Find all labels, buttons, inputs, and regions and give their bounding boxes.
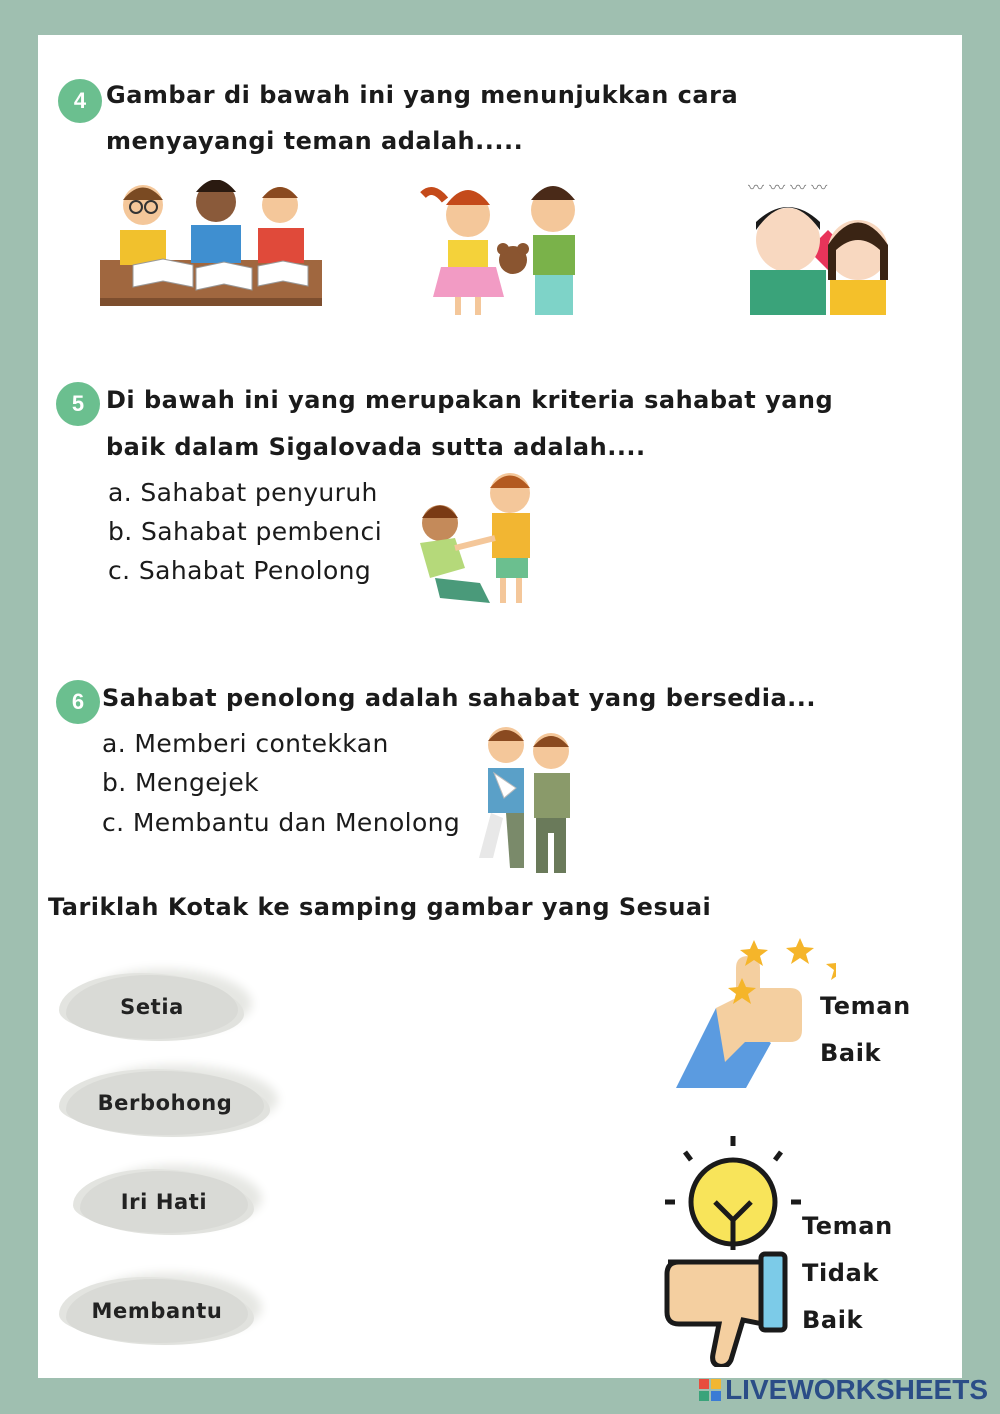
angry-kids-picture[interactable] bbox=[738, 175, 908, 320]
liveworksheets-logo bbox=[699, 1374, 988, 1406]
target-good-line-1[interactable]: Teman bbox=[820, 992, 911, 1020]
question-5-option-a[interactable]: a. Sahabat penyuruh bbox=[108, 478, 378, 507]
question-6-option-a[interactable]: a. Memberi contekkan bbox=[102, 729, 389, 758]
target-bad-line-2[interactable]: Tidak bbox=[802, 1259, 879, 1287]
matching-instruction: Tariklah Kotak ke samping gambar yang Sesuai bbox=[48, 893, 712, 921]
lightbulb-icon bbox=[665, 1136, 801, 1250]
thumbs-down-icon bbox=[653, 1132, 813, 1367]
question-6-line-1: Sahabat penolong adalah sahabat yang bersedia... bbox=[102, 684, 816, 712]
target-good-line-2[interactable]: Baik bbox=[820, 1039, 882, 1067]
friend-supporting-injured-friend-picture bbox=[476, 723, 586, 878]
question-4-number: 4 bbox=[58, 79, 102, 123]
svg-text:〰 〰 〰 〰: 〰 〰 〰 〰 bbox=[748, 178, 828, 197]
question-5-number: 5 bbox=[56, 382, 100, 426]
worksheet-page bbox=[38, 35, 962, 1378]
drag-box-membantu[interactable]: Membantu bbox=[66, 1279, 248, 1343]
drag-box-iri-hati[interactable]: Iri Hati bbox=[80, 1171, 248, 1233]
target-bad-line-1[interactable]: Teman bbox=[802, 1212, 893, 1240]
friends-studying-picture[interactable] bbox=[98, 180, 328, 310]
question-5-line-1: Di bawah ini yang merupakan kriteria sahabat yang bbox=[106, 386, 834, 414]
question-5-option-b[interactable]: b. Sahabat pembenci bbox=[108, 517, 383, 546]
thumbs-up-icon bbox=[676, 933, 836, 1093]
question-4-line-1: Gambar di bawah ini yang menunjukkan cara bbox=[106, 81, 739, 109]
question-6-number: 6 bbox=[56, 680, 100, 724]
kids-fighting-over-toy-picture[interactable] bbox=[413, 175, 593, 320]
question-5-line-2: baik dalam Sigalovada sutta adalah.... bbox=[106, 433, 646, 461]
question-4-line-2: menyayangi teman adalah..... bbox=[106, 127, 524, 155]
question-6-option-b[interactable]: b. Mengejek bbox=[102, 768, 260, 797]
drag-box-berbohong[interactable]: Berbohong bbox=[66, 1071, 264, 1135]
drag-box-setia[interactable]: Setia bbox=[66, 975, 238, 1039]
question-6-option-c[interactable]: c. Membantu dan Menolong bbox=[102, 808, 461, 837]
helping-friend-up-picture bbox=[410, 468, 550, 608]
target-bad-line-3[interactable]: Baik bbox=[802, 1306, 864, 1334]
logo-squares-icon bbox=[699, 1379, 721, 1401]
question-5-option-c[interactable]: c. Sahabat Penolong bbox=[108, 556, 372, 585]
brand-name: LIVEWORKSHEETS bbox=[725, 1374, 988, 1405]
